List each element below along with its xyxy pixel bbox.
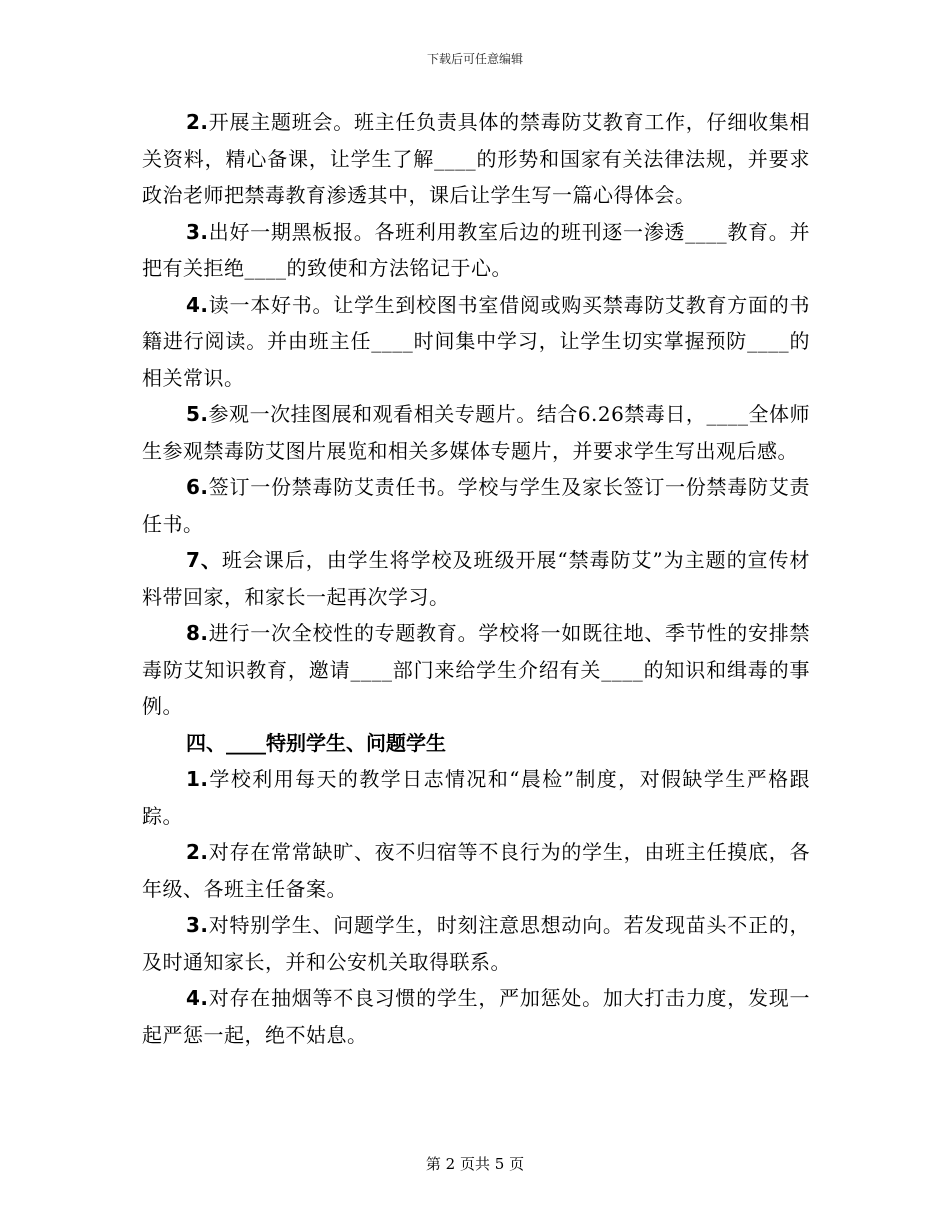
item-text: 对存在常常缺旷、夜不归宿等不良行为的学生，由班主任摸底，各年级、各班主任备案。 [142,840,810,901]
item-text: 签订一份禁毒防艾责任书。学校与学生及家长签订一份禁毒防艾责任书。 [142,475,810,536]
item-text: 班会课后，由学生将学校及班级开展“禁毒防艾”为主题的宣传材料带回家，和家长一起再次学习。 [142,548,810,609]
item-number: 2. [186,110,209,134]
item-number: 3. [186,913,209,937]
item-number: 4. [186,986,209,1010]
item-number: 1. [186,767,209,791]
item-number: 5. [186,402,209,426]
list-item [142,104,810,214]
list-item [142,834,810,907]
item-text: 进行一次全校性的专题教育。学校将一如既往地、季节性的安排禁毒防艾知识教育，邀请____部门来给学生介绍有关____的知识和缉毒的事例。 [142,621,810,718]
item-text: 出好一期黑板报。各班利用教室后边的班刊逐一渗透____教育。并把有关拒绝____的致使和方法铭记于心。 [142,219,810,280]
page-header: 下载后可任意编辑 [426,52,523,66]
item-number: 4. [186,292,209,317]
list-item [142,287,810,397]
document-body [142,104,810,1053]
item-text: 对特别学生、问题学生，时刻注意思想动向。若发现苗头不正的，及时通知家长，并和公安机关取得联系。 [142,913,810,974]
item-number: 7、 [186,548,222,572]
item-text: 对存在抽烟等不良习惯的学生，严加惩处。加大打击力度，发现一起严惩一起，绝不姑息。 [142,986,810,1047]
item-number: 8. [186,621,209,645]
list-item [142,907,810,980]
list-item [142,396,810,469]
item-text: 开展主题班会。班主任负责具体的禁毒防艾教育工作，仔细收集相关资料，精心备课，让学生了解____的形势和国家有关法律法规，并要求政治老师把禁毒教育渗透其中，课后让学生写一篇心得体会。 [142,110,810,207]
item-number: 3. [186,219,209,244]
list-item [142,615,810,725]
list-item [142,542,810,615]
list-item [142,469,810,542]
item-text: 学校利用每天的教学日志情况和“晨检”制度，对假缺学生严格跟踪。 [142,767,810,828]
page-footer: 第 2 页共 5 页 [425,1155,525,1173]
item-text: 读一本好书。让学生到校图书室借阅或购买禁毒防艾教育方面的书籍进行阅读。并由班主任____时间集中学习，让学生切实掌握预防____的相关常识。 [142,292,810,390]
list-item [142,761,810,834]
item-number: 6. [186,475,209,499]
list-item [142,214,810,287]
item-number: 2. [186,840,209,864]
section-heading: 四、____特别学生、问题学生 [186,730,446,755]
item-text: 参观一次挂图展和观看相关专题片。结合6.26禁毒日，____全体师生参观禁毒防艾图片展览和相关多媒体专题片，并要求学生写出观后感。 [142,402,810,463]
list-item [142,980,810,1053]
